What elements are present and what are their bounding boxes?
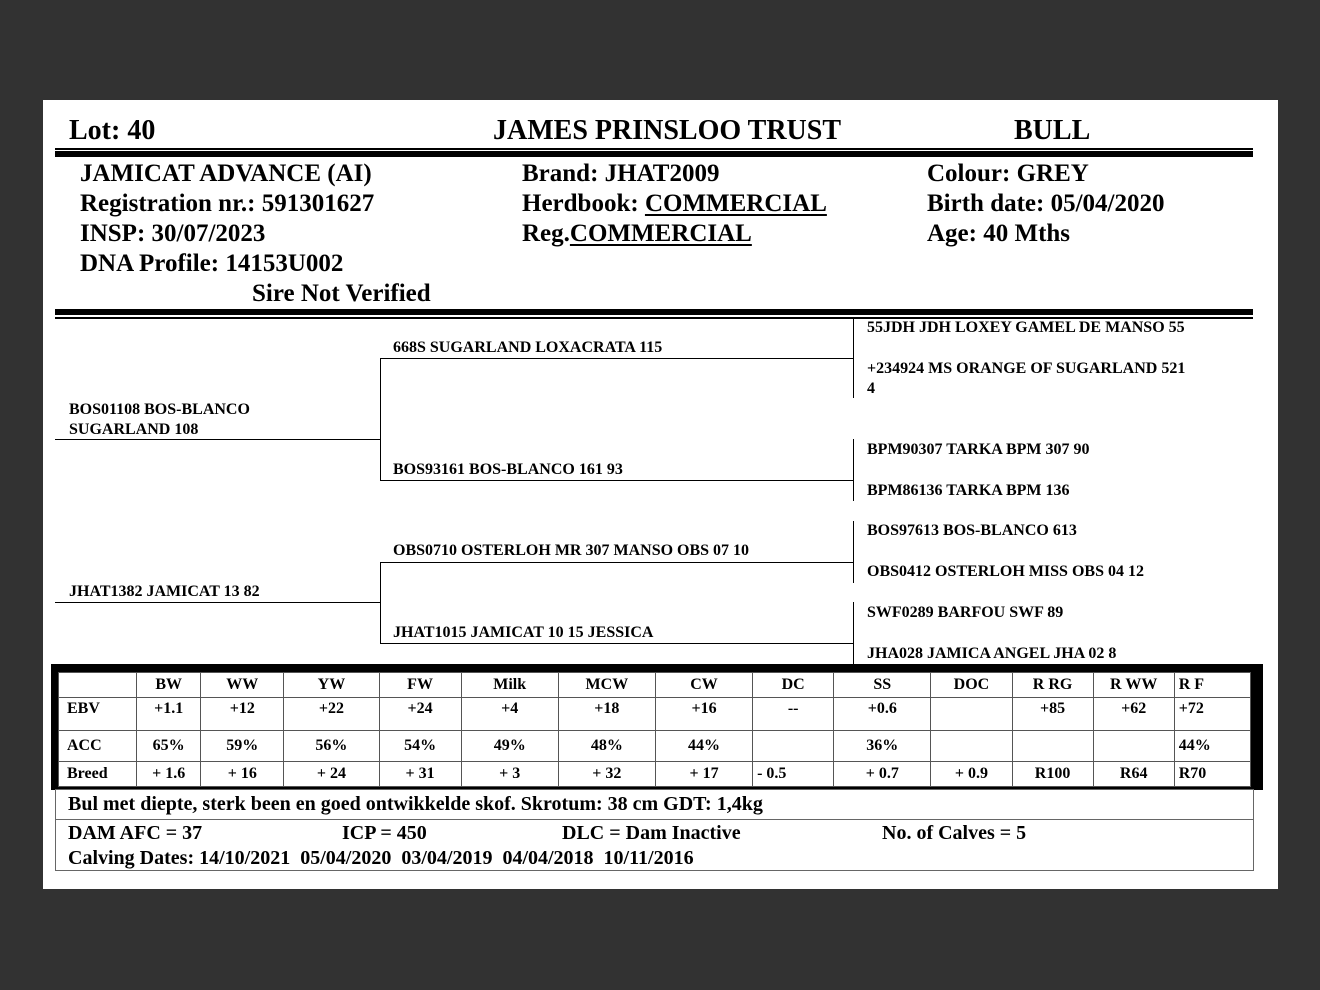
ebv-header-cell: DOC [931, 673, 1012, 698]
reg-label: Reg. [522, 220, 570, 247]
pedigree-sire [69, 400, 250, 440]
ebv-table [58, 672, 1251, 787]
breed-cell: R64 [1093, 762, 1174, 787]
pedigree-sire-line1: BOS01108 BOS-BLANCO [69, 401, 250, 418]
ebv-table-frame [51, 664, 1263, 790]
ebv-cell: +12 [201, 698, 284, 731]
pedigree-ggp-3: BPM90307 TARKA BPM 307 90 [867, 441, 1090, 458]
ebv-header-cell: R RG [1012, 673, 1093, 698]
acc-cell [1012, 731, 1093, 762]
herdbook-value: COMMERCIAL [644, 190, 827, 217]
ebv-cell: +1.1 [137, 698, 201, 731]
ebv-header-cell: R WW [1093, 673, 1174, 698]
pedigree-dam-dam: JHAT1015 JAMICAT 10 15 JESSICA [393, 624, 654, 641]
ebv-cell: +18 [558, 698, 655, 731]
ebv-header-cell: WW [201, 673, 284, 698]
breed-cell: R100 [1012, 762, 1093, 787]
sire-dam-line [380, 480, 853, 481]
header-rule-thin [55, 148, 1253, 150]
calving-dates: Calving Dates: 14/10/2021 05/04/2020 03/04/2019 04/04/2018 10/11/2016 [68, 847, 694, 869]
ebv-header-cell: DC [753, 673, 834, 698]
ebv-header-cell: BW [137, 673, 201, 698]
ebv-cell: +85 [1012, 698, 1093, 731]
pedigree-ggp-8: JHA028 JAMICA ANGEL JHA 02 8 [867, 645, 1117, 662]
acc-cell [753, 731, 834, 762]
dlc: DLC = Dam Inactive [562, 822, 741, 844]
pedigree-ggp-7: SWF0289 BARFOU SWF 89 [867, 604, 1064, 621]
breed-cell: + 31 [379, 762, 461, 787]
breed-cell: + 32 [558, 762, 655, 787]
breed-cell: - 0.5 [753, 762, 834, 787]
acc-cell [1093, 731, 1174, 762]
owner-name: JAMES PRINSLOO TRUST [493, 115, 842, 146]
pedigree-ggp-5: BOS97613 BOS-BLANCO 613 [867, 522, 1077, 539]
ebv-header-cell: MCW [558, 673, 655, 698]
reg-value: COMMERCIAL [569, 220, 752, 247]
animal-sex: BULL [1014, 115, 1091, 146]
breed-cell: + 0.9 [931, 762, 1012, 787]
breed-cell: + 1.6 [137, 762, 201, 787]
icp: ICP = 450 [342, 822, 427, 844]
remarks-box [55, 789, 1254, 820]
brand: Brand: JHAT2009 [522, 160, 720, 187]
row-label: EBV [59, 698, 137, 731]
ebv-cell: +4 [461, 698, 558, 731]
ebv-header-cell: FW [379, 673, 461, 698]
dd-bracket [853, 602, 854, 664]
sire-status: Sire Not Verified [252, 280, 431, 307]
ebv-header-cell: SS [834, 673, 931, 698]
breed-cell: + 17 [655, 762, 752, 787]
registration-type [522, 220, 752, 248]
pedigree-sire-line2: SUGARLAND 108 [69, 421, 199, 438]
ebv-cell: -- [753, 698, 834, 731]
acc-cell: 49% [461, 731, 558, 762]
ebv-header-cell: YW [284, 673, 379, 698]
acc-cell: 56% [284, 731, 379, 762]
breed-cell: + 16 [201, 762, 284, 787]
acc-cell: 44% [1174, 731, 1250, 762]
row-label: Breed [59, 762, 137, 787]
breed-row [59, 762, 1251, 787]
birth-date: Birth date: 05/04/2020 [927, 190, 1165, 217]
ebv-cell: +24 [379, 698, 461, 731]
dna-profile: DNA Profile: 14153U002 [80, 250, 344, 277]
row-label: ACC [59, 731, 137, 762]
acc-cell [931, 731, 1012, 762]
pedigree-sire-sire: 668S SUGARLAND LOXACRATA 115 [393, 339, 663, 356]
sire-sire-line [380, 358, 853, 359]
ebv-cell: +72 [1174, 698, 1250, 731]
sire-bracket [380, 358, 381, 480]
remarks-text: Bul met diepte, sterk been en goed ontwikkelde skof. Skrotum: 38 cm GDT: 1,4kg [68, 793, 763, 815]
pedigree-ggp-2-cont: 4 [867, 380, 875, 397]
ebv-cell [931, 698, 1012, 731]
ebv-header-cell [59, 673, 137, 698]
dam-dam-line [380, 643, 853, 644]
pedigree-sire-dam: BOS93161 BOS-BLANCO 161 93 [393, 461, 623, 478]
pedigree-ggp-2: +234924 MS ORANGE OF SUGARLAND 521 [867, 360, 1186, 377]
ebv-cell: +16 [655, 698, 752, 731]
animal-name: JAMICAT ADVANCE (AI) [80, 160, 372, 187]
inspection-date: INSP: 30/07/2023 [80, 220, 266, 247]
ss-bracket [853, 319, 854, 398]
ebv-header-cell: R F [1174, 673, 1250, 698]
lot-number: Lot: 40 [69, 115, 156, 146]
breed-cell: + 3 [461, 762, 558, 787]
pedigree-ggp-1: 55JDH JDH LOXEY GAMEL DE MANSO 55 [867, 319, 1185, 336]
ebv-cell: +0.6 [834, 698, 931, 731]
dam-afc: DAM AFC = 37 [68, 822, 203, 844]
acc-cell: 44% [655, 731, 752, 762]
pedigree-ggp-4: BPM86136 TARKA BPM 136 [867, 482, 1070, 499]
acc-cell: 36% [834, 731, 931, 762]
pedigree-ggp-6: OBS0412 OSTERLOH MISS OBS 04 12 [867, 563, 1144, 580]
sire-line [55, 439, 380, 440]
header-rule-thick [55, 151, 1253, 157]
colour: Colour: GREY [927, 160, 1089, 187]
herdbook-label: Herdbook: [522, 190, 645, 217]
pedigree-dam: JHAT1382 JAMICAT 13 82 [69, 583, 260, 600]
lot-card [43, 100, 1278, 889]
registration-number: Registration nr.: 591301627 [80, 190, 375, 217]
ebv-cell: +62 [1093, 698, 1174, 731]
acc-cell: 65% [137, 731, 201, 762]
ebv-cell: +22 [284, 698, 379, 731]
acc-cell: 48% [558, 731, 655, 762]
pedigree-dam-sire: OBS0710 OSTERLOH MR 307 MANSO OBS 07 10 [393, 542, 750, 559]
acc-row [59, 731, 1251, 762]
ebv-row [59, 698, 1251, 731]
ebv-header-row [59, 673, 1251, 698]
number-of-calves: No. of Calves = 5 [882, 822, 1027, 844]
dam-sire-line [380, 562, 853, 563]
info-rule-thick [55, 309, 1253, 315]
herdbook [522, 190, 827, 218]
ebv-header-cell: CW [655, 673, 752, 698]
breed-cell: + 0.7 [834, 762, 931, 787]
age: Age: 40 Mths [927, 220, 1071, 247]
sd-bracket [853, 439, 854, 501]
breed-cell: + 24 [284, 762, 379, 787]
dam-info-box [55, 819, 1254, 871]
ds-bracket [853, 521, 854, 583]
dam-bracket [380, 562, 381, 644]
dam-line [55, 602, 380, 603]
ebv-header-cell: Milk [461, 673, 558, 698]
breed-cell: R70 [1174, 762, 1250, 787]
acc-cell: 54% [379, 731, 461, 762]
acc-cell: 59% [201, 731, 284, 762]
